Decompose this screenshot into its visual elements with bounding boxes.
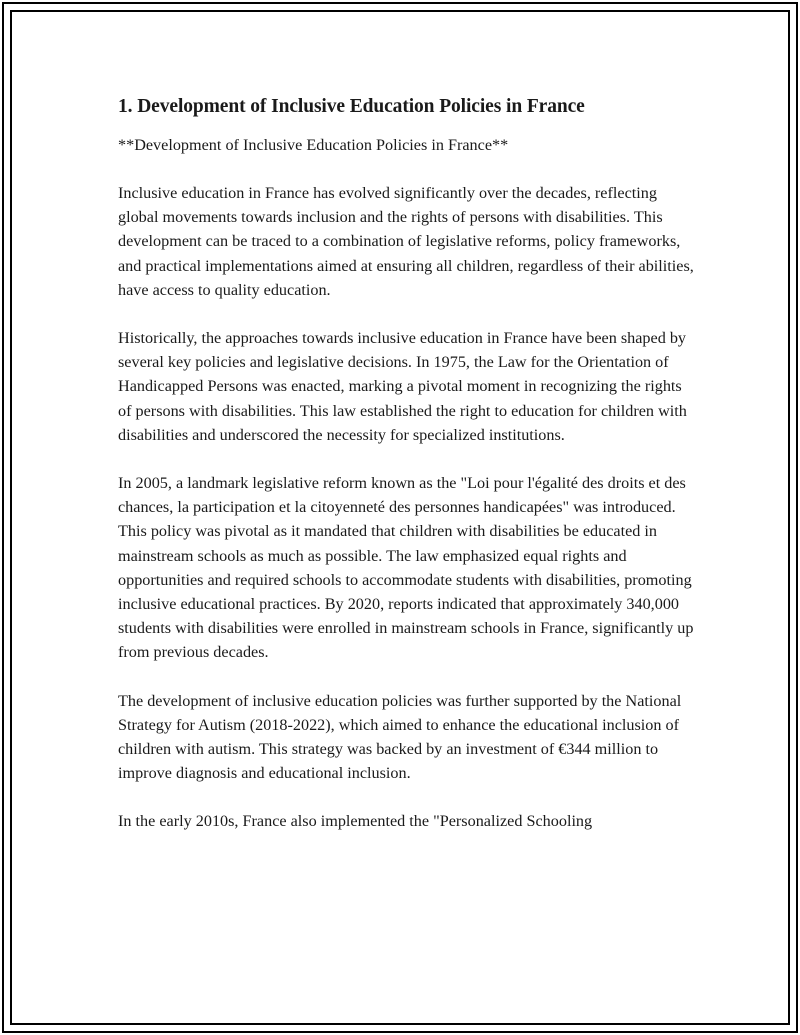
paragraph-autism-strategy: The development of inclusive education policies was further supported by the National Strategy for Autism (2018-2022), which aimed to enhance the educational inclusion of children with autism. This strategy was backed by an investment of €344 million to improve diagnosis and educational inclusion. xyxy=(118,691,682,783)
paragraph-2005-law: In 2005, a landmark legislative reform known as the "Loi pour l'égalité des droits et des chances, la participation et la citoyenneté des personnes handicapées" was introduced. This policy was pivotal as it mandated that children with disabilities be educated in mainstream schools as much as possible. The law emphasized equal rights and opportunities and required schools to accommodate students with disabilities, promoting inclusive educational practices. By 2020, reports indicated that approximately 340,000 students with disabilities were enrolled in mainstream schools in France, significantly up from previous decades. xyxy=(118,474,694,662)
paragraph-intro: Inclusive education in France has evolved significantly over the decades, reflecting global movements towards inclusion and the rights of persons with disabilities. This development can be traced to a combination of legislative reforms, policy frameworks, and practical implementations aimed at ensuring all children, regardless of their abilities, have access to quality education. xyxy=(118,184,694,299)
paragraph-history: Historically, the approaches towards inclusive education in France have been shaped by several key policies and legislative decisions. In 1975, the Law for the Orientation of Handicapped Persons was enacted, marking a pivotal moment in recognizing the rights of persons with disabilities. This law established the right to education for children with disabilities and underscored the necessity for specialized institutions. xyxy=(118,329,687,444)
document-body xyxy=(118,94,698,834)
paragraph-personalized-schooling: In the early 2010s, France also implemented the "Personalized Schooling xyxy=(118,812,593,831)
document-title: 1. Development of Inclusive Education Policies in France xyxy=(118,96,585,117)
document-subtitle: **Development of Inclusive Education Policies in France** xyxy=(118,136,509,154)
